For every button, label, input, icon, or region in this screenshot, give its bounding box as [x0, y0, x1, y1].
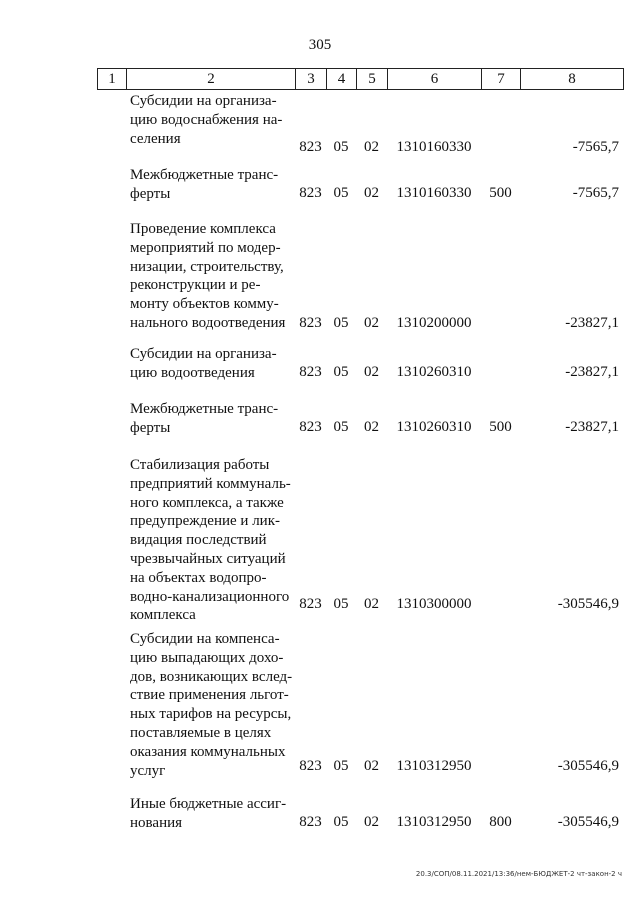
- row-code-4: 05: [333, 139, 349, 156]
- row-amount: -7565,7: [572, 185, 619, 202]
- row-description: Иные бюджетные ассиг- нования: [130, 796, 287, 831]
- table-row: [97, 456, 624, 624]
- header-col-7: 7: [482, 69, 521, 89]
- row-description: Проведение комплекса мероприятий по модер- низации, строительству, реконструкции и ре- монту объектов комму- нального водоотведения: [130, 221, 286, 331]
- row-code-3: 823: [299, 596, 322, 613]
- row-code-5: 02: [364, 814, 379, 831]
- header-col-6: 6: [388, 69, 482, 89]
- table-row: [97, 345, 624, 382]
- row-amount: -23827,1: [565, 364, 619, 381]
- row-amount: -7565,7: [572, 139, 619, 156]
- row-amount: -305546,9: [557, 596, 619, 613]
- row-code-6: 1310160330: [396, 185, 472, 202]
- row-code-5: 02: [364, 364, 379, 381]
- header-col-3: 3: [296, 69, 327, 89]
- row-code-4: 05: [333, 419, 349, 436]
- row-code-7: 500: [489, 185, 512, 202]
- row-amount: -23827,1: [565, 419, 619, 436]
- row-code-5: 02: [364, 758, 379, 775]
- header-col-4: 4: [327, 69, 357, 89]
- row-code-6: 1310160330: [396, 139, 472, 156]
- row-code-4: 05: [333, 758, 349, 775]
- row-code-6: 1310200000: [396, 315, 472, 332]
- row-description: Межбюджетные транс- ферты: [130, 167, 279, 202]
- table-row: [97, 795, 624, 832]
- page-number: 305: [308, 37, 332, 53]
- row-code-6: 1310260310: [396, 364, 472, 381]
- table-header: [97, 68, 624, 90]
- table-row: [97, 166, 624, 203]
- document-footer: 20.3/СОП/08.11.2021/13:36/нем-БЮДЖЕТ-2 чт-закон-2 ч: [415, 870, 622, 878]
- row-code-4: 05: [333, 596, 349, 613]
- row-description: Межбюджетные транс- ферты: [130, 401, 279, 436]
- table-row: [97, 400, 624, 437]
- row-code-5: 02: [364, 139, 379, 156]
- row-description: Субсидии на организа- цию водоотведения: [130, 346, 277, 381]
- row-code-3: 823: [299, 364, 322, 381]
- row-code-3: 823: [299, 139, 322, 156]
- row-code-3: 823: [299, 758, 322, 775]
- row-code-5: 02: [364, 419, 379, 436]
- table-row: [97, 630, 624, 779]
- header-col-2: 2: [127, 69, 296, 89]
- row-code-3: 823: [299, 185, 322, 202]
- row-amount: -23827,1: [565, 315, 619, 332]
- header-col-8: 8: [568, 71, 576, 87]
- row-description: Стабилизация работы предприятий коммуналь- ного комплекса, а также предупреждение и лик- видация последствий чрезвычайных ситуаций на объектах водопро- водно-канализационного комплекса: [130, 457, 291, 624]
- header-col-5: 5: [357, 69, 388, 89]
- table-row: [97, 92, 624, 157]
- row-code-7: 800: [489, 814, 512, 831]
- row-code-5: 02: [364, 596, 379, 613]
- row-code-7: 500: [489, 419, 512, 436]
- row-code-3: 823: [299, 419, 322, 436]
- row-amount: -305546,9: [557, 814, 619, 831]
- row-code-4: 05: [333, 364, 349, 381]
- header-col-1: 1: [98, 69, 127, 89]
- row-code-6: 1310300000: [396, 596, 472, 613]
- row-code-4: 05: [333, 315, 349, 332]
- row-description: Субсидии на организа- цию водоснабжения на- селения: [130, 93, 283, 147]
- row-description: Субсидии на компенса- цию выпадающих дохо- дов, возникающих вслед- ствие применения льгот- ных тарифов на ресурсы, поставляемые в целях оказания коммунальных услуг: [130, 631, 293, 779]
- row-code-6: 1310312950: [396, 814, 472, 831]
- table-row: [97, 220, 624, 333]
- row-code-3: 823: [299, 315, 322, 332]
- row-amount: -305546,9: [557, 758, 619, 775]
- row-code-5: 02: [364, 185, 379, 202]
- row-code-4: 05: [333, 814, 349, 831]
- row-code-5: 02: [364, 315, 379, 332]
- row-code-3: 823: [299, 814, 322, 831]
- row-code-4: 05: [333, 185, 349, 202]
- row-code-6: 1310260310: [396, 419, 472, 436]
- row-code-6: 1310312950: [396, 758, 472, 775]
